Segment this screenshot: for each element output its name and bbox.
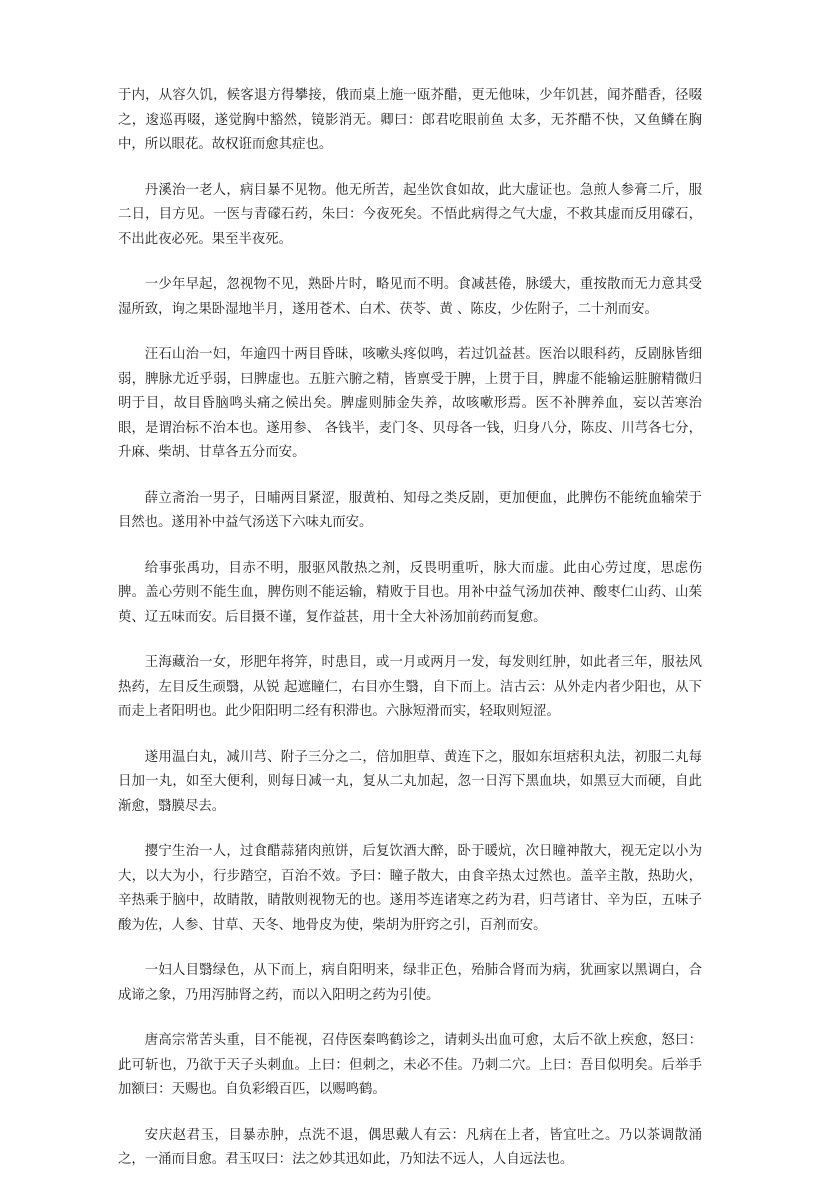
paragraph-11: 唐高宗常苦头重，目不能视，召侍医秦鸣鹤诊之，请刺头出血可愈，太后不欲上疾愈，怒曰：此可斩也，乃欲于天子头刺血。上曰：但刺之，未必不佳。乃刺二穴。上曰：吾目似明矣。后举手加额曰：天赐也。自负彩缎百匹，以赐鸣鹤。 bbox=[118, 1033, 702, 1097]
paragraph-5: 薛立斋治一男子，日晡两目紧涩，服黄柏、知母之类反剧，更加便血，此脾伤不能统血输荣于目然也。遂用补中益气汤送下六味丸而安。 bbox=[118, 490, 702, 530]
paragraph-8: 遂用温白丸，减川芎、附子三分之二，倍加胆草、黄连下之，服如东垣痞积丸法，初服二丸每日加一丸，如至大便利，则每日减一丸，复从二丸加起，忽一日泻下黑血块，如黑豆大而硬，自此渐愈，翳膜尽去。 bbox=[118, 749, 702, 814]
paragraph-12: 安庆赵君玉，目暴赤肿，点洗不退，偶思戴人有云：凡病在上者，皆宜吐之。乃以茶调散涌之，一涌而目愈。君玉叹曰：法之妙其迅如此，乃知法不远人，人自远法也。 bbox=[118, 1127, 702, 1167]
paragraph-4: 汪石山治一妇，年逾四十两目昏昧，咳嗽头疼似鸣，若过饥益甚。医治以眼科药，反剧脉皆细弱，脾脉尤近乎弱，曰脾虚也。五脏六腑之精，皆禀受于脾，上贯于目，脾虚不能输运脏腑精微归明于目，故目昏脑鸣头痛之候出矣。脾虚则肺金失养，故咳嗽形焉。医不补脾养血，妄以苦寒治眼，是谓治标不治本也。遂用参、 各钱半，麦门冬、贝母各一钱，归身八分，陈皮、川芎各七分，升麻、柴胡、甘草各五分而安。 bbox=[118, 347, 702, 460]
document-page bbox=[118, 84, 702, 1194]
paragraph-7: 王海藏治一女，形肥年将笄，时患目，或一月或两月一发，每发则红肿，如此者三年，服祛风热药，左目反生顽翳，从锐 起遮瞳仁，右目亦生翳，自下而上。洁古云：从外走内者少阳也，从下而走上者阳明也。此少阳阳明二经有积滞也。六脉短滑而实，轻取则短涩。 bbox=[118, 655, 702, 719]
paragraph-10: 一妇人目翳绿色，从下而上，病自阳明来，绿非正色，殆肺合肾而为病，犹画家以黑调白，合成谛之象，乃用泻肺肾之药，而以入阳明之药为引使。 bbox=[118, 963, 702, 1003]
paragraph-3: 一少年早起，忽视物不见，熟卧片时，略见而不明。食减甚倦，脉缓大，重按散而无力意其受湿所致，询之果卧湿地半月，遂用苍术、白术、茯苓、黄 、陈皮，少佐附子，二十剂而安。 bbox=[118, 277, 702, 317]
paragraph-2: 丹溪治一老人，病目暴不见物。他无所苦，起坐饮食如故，此大虚证也。急煎人参膏二斤，服二日，目方见。一医与青礞石药，朱曰：今夜死矣。不悟此病得之气大虚，不救其虚而反用礞石，不出此夜必死。果至半夜死。 bbox=[118, 182, 702, 247]
paragraph-1: 于内，从容久饥，候客退方得攀接，俄而桌上施一瓯芥醋，更无他味，少年饥甚，闻芥醋香，径啜之，逡巡再啜，遂觉胸中豁然，镜影消无。卿曰：郎君吃眼前鱼 太多，无芥醋不快，又鱼鳞在胸中，所以眼花。故权诳而愈其症也。 bbox=[118, 88, 702, 152]
paragraph-6: 给事张禹功，目赤不明，服驱风散热之剂，反畏明重听，脉大而虚。此由心劳过度，思虑伤脾。盖心劳则不能生血，脾伤则不能运输，精败于目也。用补中益气汤加茯神、酸枣仁山药、山茱萸、辽五味而安。后目摄不谨，复作益甚，用十全大补汤加前药而复愈。 bbox=[118, 560, 702, 625]
paragraph-9: 撄宁生治一人，过食醋蒜猪肉煎饼，后复饮酒大醉，卧于暖炕，次日瞳神散大，视无定以小为大，以大为小，行步踏空，百治不效。予曰：瞳子散大，由食辛热太过然也。盖辛主散，热助火，辛热乘于脑中，故睛散，睛散则视物无的也。遂用芩连诸寒之药为君，归芎诸甘、辛为臣，五味子酸为佐，人参、甘草、天冬、地骨皮为使，柴胡为肝窍之引，百剂而安。 bbox=[118, 844, 702, 933]
